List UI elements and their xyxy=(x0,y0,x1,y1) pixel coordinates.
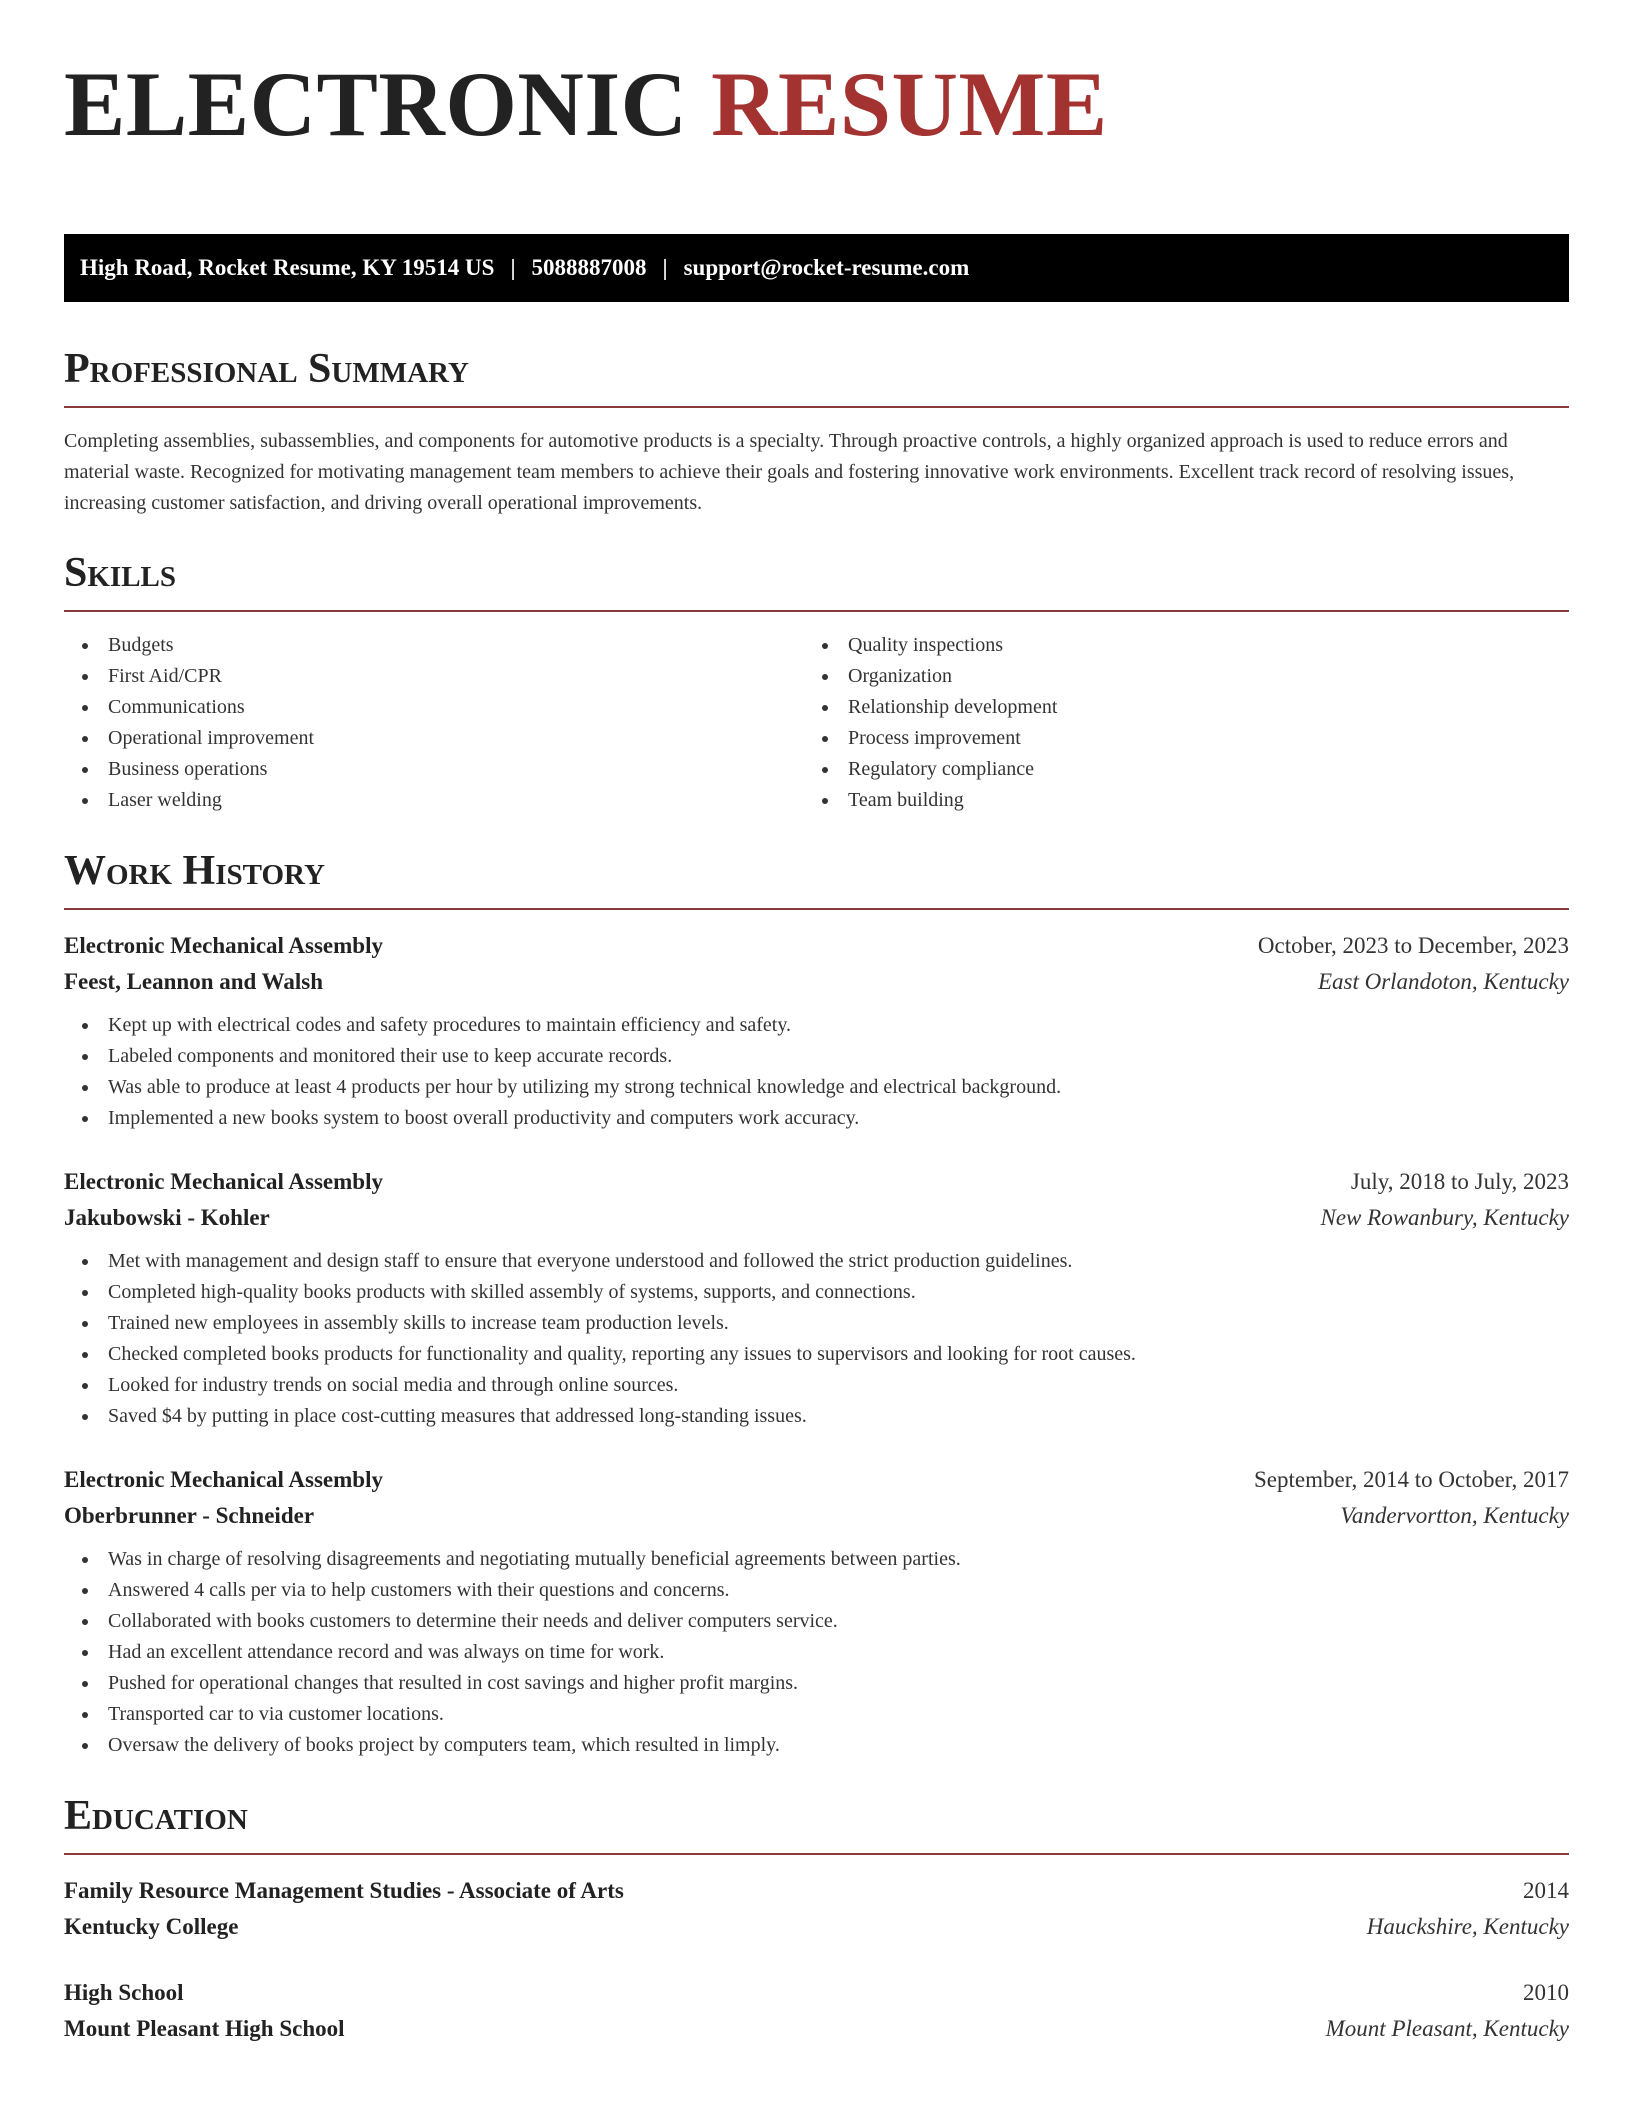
skills-heading: Skills xyxy=(64,552,1569,612)
resume-title xyxy=(64,53,1569,170)
job-company: Jakubowski - Kohler xyxy=(64,1205,270,1230)
education-school-row xyxy=(64,2011,1569,2047)
skills-section xyxy=(64,552,1569,816)
job-dates: September, 2014 to October, 2017 xyxy=(1254,1467,1569,1492)
education-degree: Family Resource Management Studies - Associate of Arts xyxy=(64,1878,624,1903)
skill-item: Communications xyxy=(64,692,804,723)
education-location: Hauckshire, Kentucky xyxy=(1366,1914,1569,1939)
job-company: Oberbrunner - Schneider xyxy=(64,1503,315,1528)
skill-item: Process improvement xyxy=(804,723,1544,754)
skill-item: Relationship development xyxy=(804,692,1544,723)
job-company: Feest, Leannon and Walsh xyxy=(64,969,324,994)
job-duty: Implemented a new books system to boost overall productivity and computers work accuracy. xyxy=(64,1103,1569,1134)
job-location: East Orlandoton, Kentucky xyxy=(1317,969,1569,994)
work-heading: Work History xyxy=(64,850,1569,910)
skill-item: Quality inspections xyxy=(804,630,1544,661)
education-header-row xyxy=(64,1873,1569,1909)
job-duty: Looked for industry trends on social media and through online sources. xyxy=(64,1370,1569,1401)
contact-address: High Road, Rocket Resume, KY 19514 US xyxy=(80,255,495,280)
job-duty: Oversaw the delivery of books project by computers team, which resulted in limply. xyxy=(64,1730,1569,1761)
education-entry xyxy=(64,1873,1569,1945)
education-location: Mount Pleasant, Kentucky xyxy=(1325,2016,1569,2041)
job-duty: Answered 4 calls per via to help customers with their questions and concerns. xyxy=(64,1575,1569,1606)
education-year: 2010 xyxy=(1523,1980,1569,2005)
contact-phone: 5088887008 xyxy=(531,255,647,280)
skills-right-list xyxy=(804,630,1544,816)
title-part1: ELECTRONIC xyxy=(64,53,688,155)
job-title: Electronic Mechanical Assembly xyxy=(64,933,383,958)
skill-item: Team building xyxy=(804,785,1544,816)
job-location: New Rowanbury, Kentucky xyxy=(1320,1205,1569,1230)
skill-item: First Aid/CPR xyxy=(64,661,804,692)
job-entry xyxy=(64,1164,1569,1432)
education-school-row xyxy=(64,1909,1569,1945)
skill-item: Budgets xyxy=(64,630,804,661)
education-header-row xyxy=(64,1975,1569,2011)
job-duty: Was in charge of resolving disagreements and negotiating mutually beneficial agreements between parties. xyxy=(64,1544,1569,1575)
job-title: Electronic Mechanical Assembly xyxy=(64,1169,383,1194)
job-title: Electronic Mechanical Assembly xyxy=(64,1467,383,1492)
skills-left-list xyxy=(64,630,804,816)
job-location: Vandervortton, Kentucky xyxy=(1340,1503,1569,1528)
job-company-row xyxy=(64,1200,1569,1236)
job-duty: Collaborated with books customers to determine their needs and deliver computers service. xyxy=(64,1606,1569,1637)
education-heading: Education xyxy=(64,1795,1569,1855)
job-duty: Pushed for operational changes that resulted in cost savings and higher profit margins. xyxy=(64,1668,1569,1699)
job-duties xyxy=(64,1010,1569,1134)
contact-separator: | xyxy=(662,255,668,280)
education-entry xyxy=(64,1975,1569,2047)
job-duties xyxy=(64,1246,1569,1432)
job-company-row xyxy=(64,964,1569,1000)
skill-item: Operational improvement xyxy=(64,723,804,754)
contact-bar xyxy=(64,234,1569,302)
job-duty: Had an excellent attendance record and was always on time for work. xyxy=(64,1637,1569,1668)
job-header-row xyxy=(64,1164,1569,1200)
job-header-row xyxy=(64,928,1569,964)
job-dates: July, 2018 to July, 2023 xyxy=(1350,1169,1569,1194)
job-duty: Kept up with electrical codes and safety procedures to maintain efficiency and safety. xyxy=(64,1010,1569,1041)
job-duty: Transported car to via customer locations. xyxy=(64,1699,1569,1730)
work-section xyxy=(64,850,1569,1761)
job-duty: Met with management and design staff to ensure that everyone understood and followed the strict production guidelines. xyxy=(64,1246,1569,1277)
summary-heading: Professional Summary xyxy=(64,348,1569,408)
skill-item: Regulatory compliance xyxy=(804,754,1544,785)
education-section xyxy=(64,1795,1569,2047)
skills-columns xyxy=(64,630,1569,816)
job-duty: Checked completed books products for functionality and quality, reporting any issues to supervisors and looking for root causes. xyxy=(64,1339,1569,1370)
job-duty: Saved $4 by putting in place cost-cutting measures that addressed long-standing issues. xyxy=(64,1401,1569,1432)
education-degree: High School xyxy=(64,1980,184,2005)
contact-separator: | xyxy=(510,255,516,280)
job-duty: Was able to produce at least 4 products per hour by utilizing my strong technical knowledge and electrical background. xyxy=(64,1072,1569,1103)
job-header-row xyxy=(64,1462,1569,1498)
job-dates: October, 2023 to December, 2023 xyxy=(1257,933,1569,958)
summary-section xyxy=(64,348,1569,519)
job-entry xyxy=(64,928,1569,1134)
title-part2: RESUME xyxy=(711,53,1108,155)
job-duty: Completed high-quality books products with skilled assembly of systems, supports, and connections. xyxy=(64,1277,1569,1308)
education-school: Mount Pleasant High School xyxy=(64,2016,345,2041)
skill-item: Business operations xyxy=(64,754,804,785)
summary-text: Completing assemblies, subassemblies, and components for automotive products is a specialty. Through proactive controls, a highly organized approach is used to reduce errors and material waste. Recognized for motivating management team members to achieve their goals and fostering innovative work environments. Excellent track record of resolving issues, increasing customer satisfaction, and driving overall operational improvements. xyxy=(64,430,1515,514)
skill-item: Laser welding xyxy=(64,785,804,816)
contact-email: support@rocket-resume.com xyxy=(683,255,970,280)
education-year: 2014 xyxy=(1523,1878,1569,1903)
job-duty: Trained new employees in assembly skills to increase team production levels. xyxy=(64,1308,1569,1339)
education-school: Kentucky College xyxy=(64,1914,239,1939)
job-duty: Labeled components and monitored their use to keep accurate records. xyxy=(64,1041,1569,1072)
job-company-row xyxy=(64,1498,1569,1534)
job-entry xyxy=(64,1462,1569,1761)
job-duties xyxy=(64,1544,1569,1761)
skill-item: Organization xyxy=(804,661,1544,692)
